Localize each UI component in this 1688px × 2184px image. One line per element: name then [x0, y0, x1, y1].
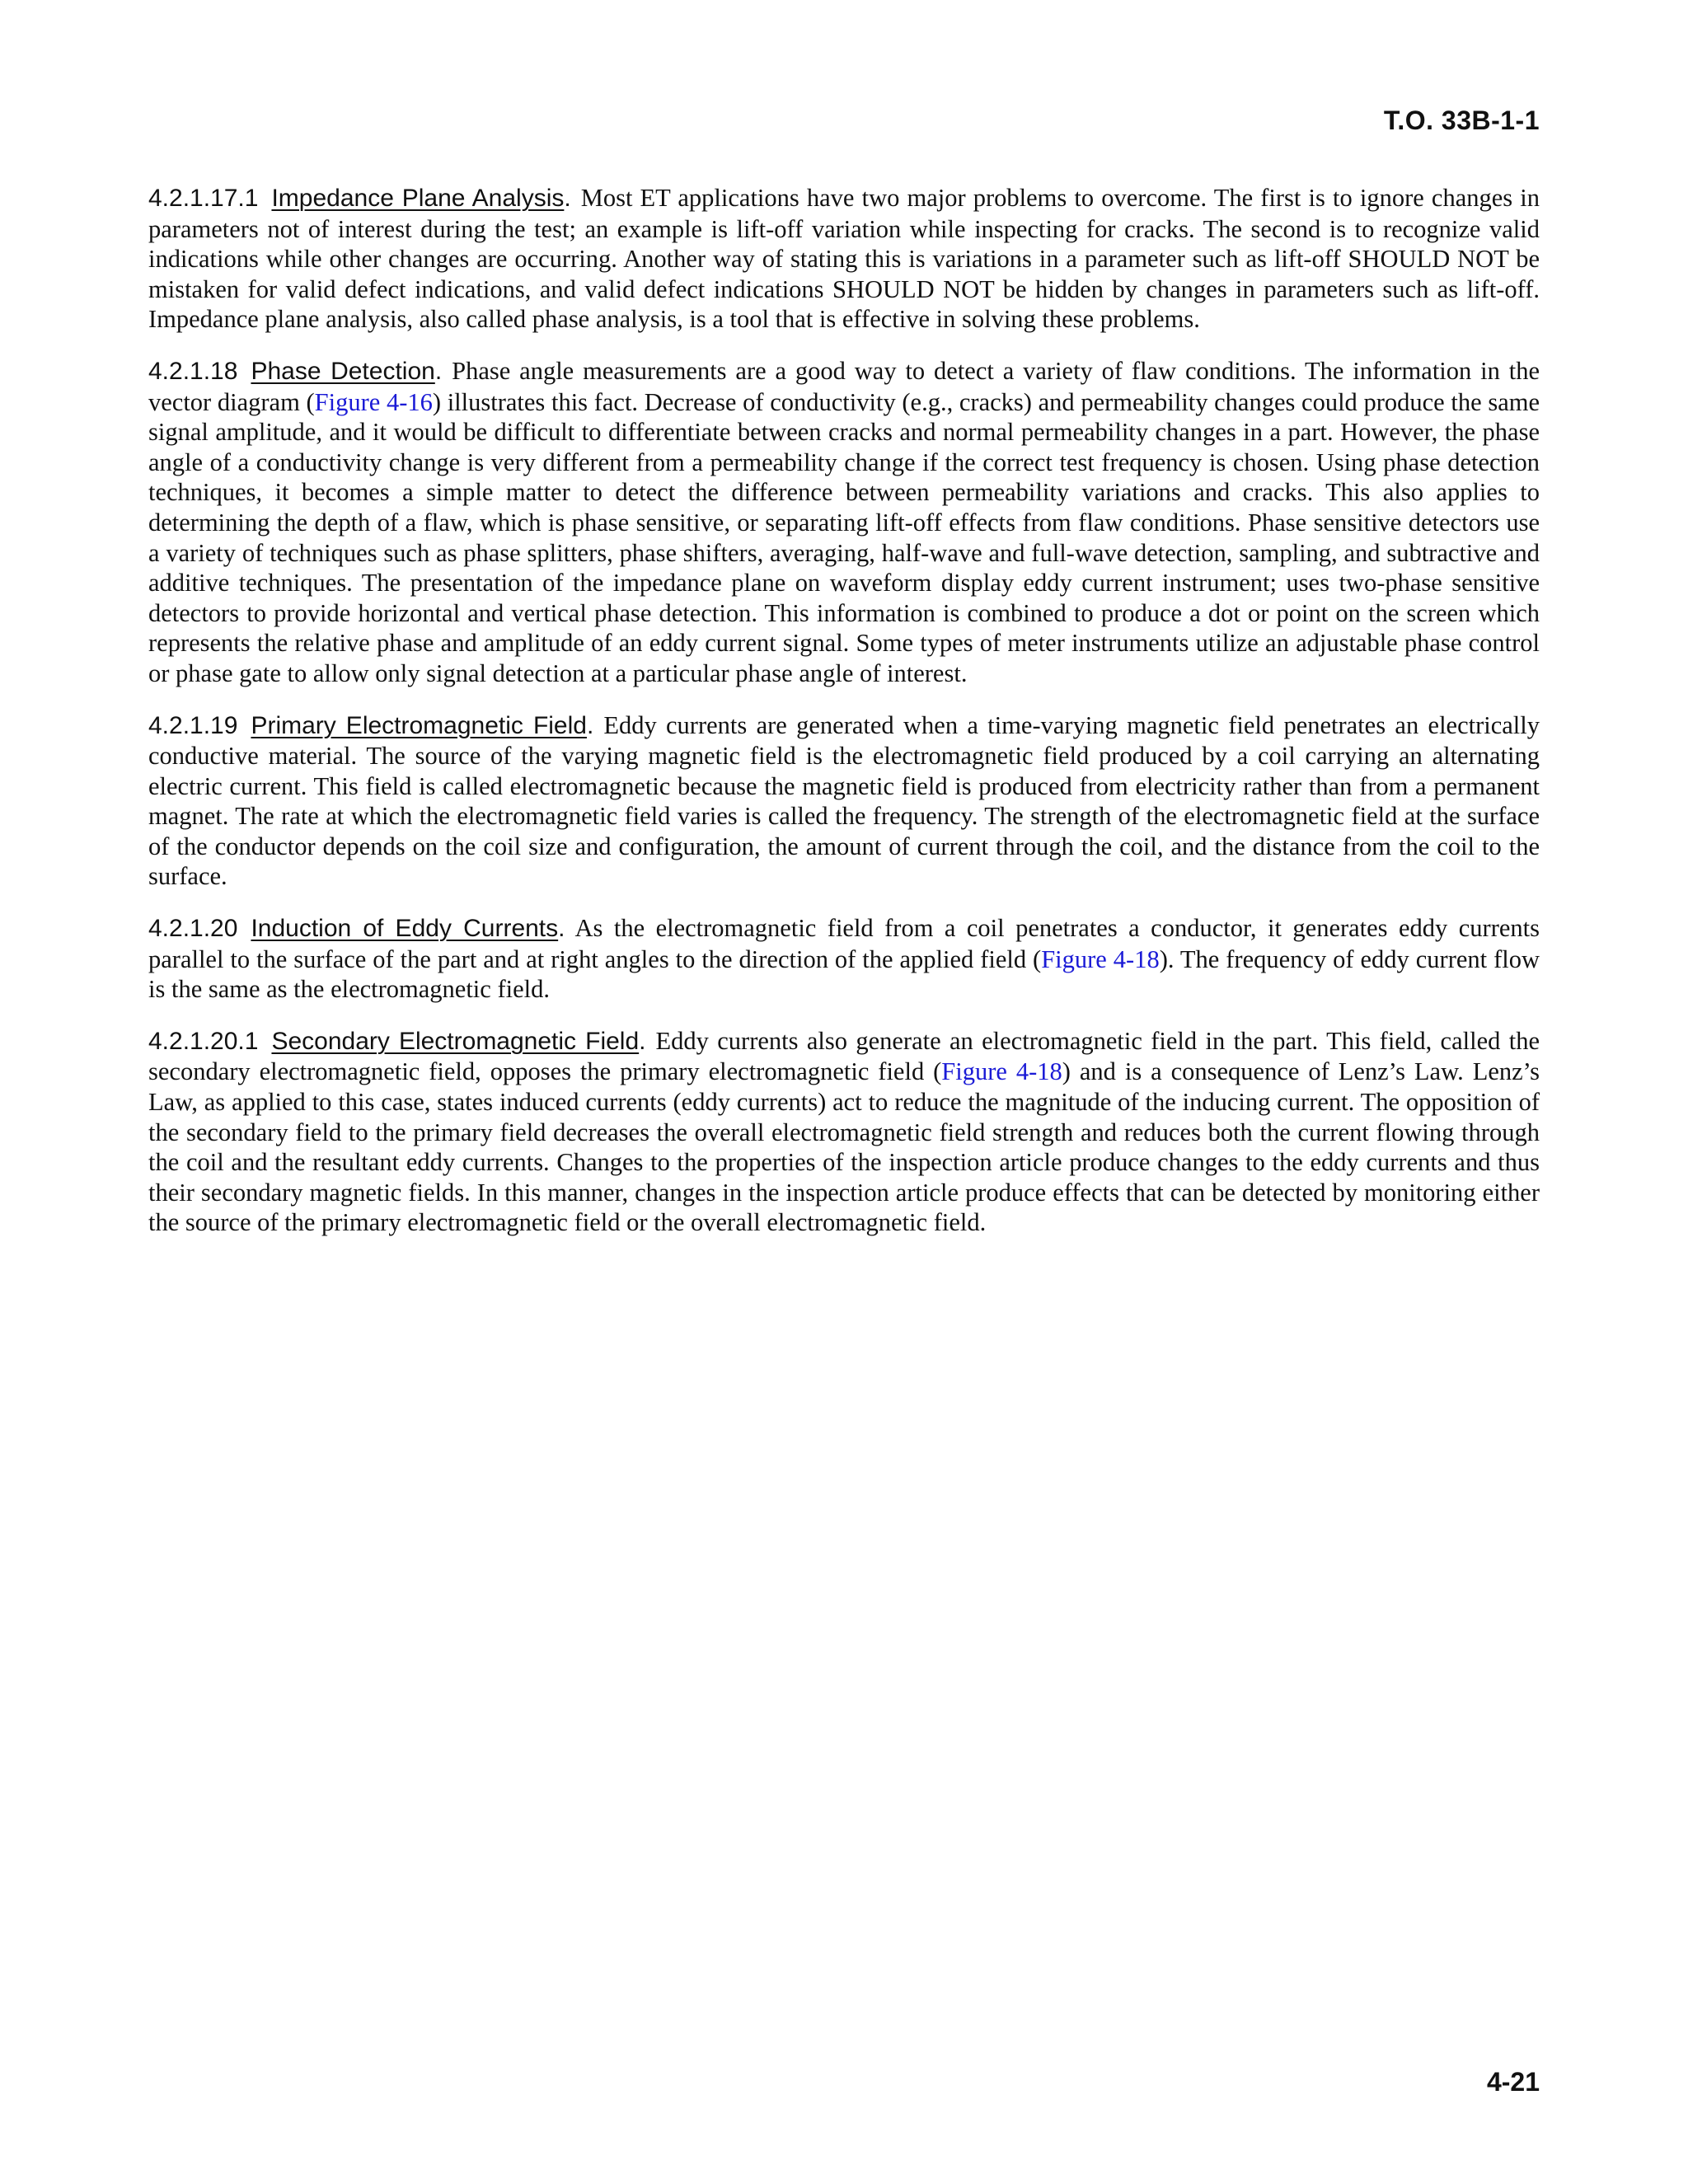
paragraph-text: ). The frequency of eddy current flow is the same as the electromagnetic field.	[148, 944, 1540, 1004]
paragraph-primary-electromagnetic-field: 4.2.1.19 Primary Electromagnetic Field. Eddy currents are generated when a time-varying magnetic field penetrates an electrically conductive material. The source of the varying magnetic field is the electromagnetic field produced by a coil carrying an alternating electric current. This field is called electromagnetic because the magnetic field is produced from electricity rather than from a permanent magnet. The rate at which the electromagnetic field varies is called the frequency. The strength of the electromagnetic field at the surface of the conductor depends on the coil size and configuration, the amount of current through the coil, and the distance from the coil to the surface.	[148, 710, 1540, 891]
paragraph-title: Primary Electromagnetic Field	[251, 711, 587, 739]
paragraph-text: ) and is a consequence of Lenz’s Law. Lenz’s Law, as applied to this case, states induced currents (eddy currents) act to reduce the magnitude of the inducing current. The opposition of the secondary field to the primary field decreases the overall electromagnetic field strength and reduces both the current flowing through the coil and the resultant eddy currents. Changes to the properties of the inspection article produce changes to the eddy currents and thus their secondary magnetic fields. In this manner, changes in the inspection article produce effects that can be detected by monitoring either the source of the primary electromagnetic field or the overall electromagnetic field.	[148, 1057, 1540, 1237]
paragraph-title: Phase Detection	[251, 357, 435, 385]
paragraph-title: Secondary Electromagnetic Field	[271, 1027, 640, 1055]
paragraph-text: Eddy currents also generate an electromagnetic field in the part. This field, called the secondary electromagnetic field, opposes the primary electromagnetic field (	[148, 1026, 1540, 1086]
paragraph-title: Impedance Plane Analysis	[271, 185, 565, 212]
paragraph-number: 4.2.1.19	[148, 711, 238, 739]
paragraph-number: 4.2.1.20	[148, 915, 238, 943]
paragraph-text: Eddy currents are generated when a time-varying magnetic field penetrates an electrically conductive material. The source of the varying magnetic field is the electromagnetic field produced by a coil carrying an alternating electric current. This field is called electromagnetic because the magnetic field is produced from electricity rather than from a permanent magnet. The rate at which the electromagnetic field varies is called the frequency. The strength of the electromagnetic field at the surface of the conductor depends on the coil size and configuration, the amount of current through the coil, and the distance from the coil to the surface.	[148, 710, 1540, 891]
paragraph-text: As the electromagnetic field from a coil penetrates a conductor, it generates eddy currents parallel to the surface of the part and at right angles to the direction of the applied field (	[148, 914, 1540, 973]
paragraph-text: Phase angle measurements are a good way to detect a variety of flaw conditions. The information in the vector diagram (	[148, 356, 1540, 416]
paragraph-title: Induction of Eddy Currents	[251, 915, 559, 943]
paragraph-text: Most ET applications have two major problems to overcome. The first is to ignore changes in parameters not of interest during the test; an example is lift-off variation while inspecting for cracks. The second is to recognize valid indications while other changes are occurring. Another way of stating this is variations in a parameter such as lift-off SHOULD NOT be mistaken for valid defect indications, and valid defect indications SHOULD NOT be hidden by changes in parameters such as lift-off. Impedance plane analysis, also called phase analysis, is a tool that is effective in solving these problems.	[148, 184, 1540, 334]
paragraph-induction-of-eddy-currents: 4.2.1.20 Induction of Eddy Currents. As the electromagnetic field from a coil penetrates a conductor, it generates eddy currents parallel to the surface of the part and at right angles to the direction of the applied field (Figure 4-18). The frequency of eddy current flow is the same as the electromagnetic field.	[148, 914, 1540, 1004]
page-number: 4-21	[1486, 2067, 1540, 2097]
figure-4-18-link[interactable]: Figure 4-18	[1041, 944, 1160, 973]
document-id-header: T.O. 33B-1-1	[1383, 105, 1540, 135]
paragraph-text: ) illustrates this fact. Decrease of conductivity (e.g., cracks) and permeability changes could produce the same signal amplitude, and it would be difficult to differentiate between cracks and normal permeability changes in a part. However, the phase angle of a conductivity change is very different from a permeability change if the correct test frequency is chosen. Using phase detection techniques, it becomes a simple matter to detect the difference between permeability variations and cracks. This also applies to determining the depth of a flaw, which is phase sensitive, or separating lift-off effects from flaw conditions. Phase sensitive detectors use a variety of techniques such as phase splitters, phase shifters, averaging, half-wave and full-wave detection, sampling, and subtractive and additive techniques. The presentation of the impedance plane on waveform display eddy current instrument; uses two-phase sensitive detectors to provide horizontal and vertical phase detection. This information is combined to produce a dot or point on the screen which represents the relative phase and amplitude of an eddy current signal. Some types of meter instruments utilize an adjustable phase control or phase gate to allow only signal detection at a particular phase angle of interest.	[148, 387, 1540, 687]
figure-4-16-link[interactable]: Figure 4-16	[314, 387, 433, 416]
paragraph-secondary-electromagnetic-field: 4.2.1.20.1 Secondary Electromagnetic Field. Eddy currents also generate an electromagnetic field in the part. This field, called the secondary electromagnetic field, opposes the primary electromagnetic field (Figure 4-18) and is a consequence of Lenz’s Law. Lenz’s Law, as applied to this case, states induced currents (eddy currents) act to reduce the magnitude of the inducing current. The opposition of the secondary field to the primary field decreases the overall electromagnetic field strength and reduces both the current flowing through the coil and the resultant eddy currents. Changes to the properties of the inspection article produce changes to the eddy currents and thus their secondary magnetic fields. In this manner, changes in the inspection article produce effects that can be detected by monitoring either the source of the primary electromagnetic field or the overall electromagnetic field.	[148, 1026, 1540, 1237]
paragraph-number: 4.2.1.17.1	[148, 185, 259, 212]
paragraph-number: 4.2.1.20.1	[148, 1027, 259, 1055]
paragraph-impedance-plane-analysis: 4.2.1.17.1 Impedance Plane Analysis. Most ET applications have two major problems to overcome. The first is to ignore changes in parameters not of interest during the test; an example is lift-off variation while inspecting for cracks. The second is to recognize valid indications while other changes are occurring. Another way of stating this is variations in a parameter such as lift-off SHOULD NOT be mistaken for valid defect indications, and valid defect indications SHOULD NOT be hidden by changes in parameters such as lift-off. Impedance plane analysis, also called phase analysis, is a tool that is effective in solving these problems.	[148, 184, 1540, 334]
paragraph-number: 4.2.1.18	[148, 357, 238, 385]
figure-4-18-link[interactable]: Figure 4-18	[941, 1057, 1062, 1086]
paragraph-phase-detection: 4.2.1.18 Phase Detection. Phase angle measurements are a good way to detect a variety of flaw conditions. The information in the vector diagram (Figure 4-16) illustrates this fact. Decrease of conductivity (e.g., cracks) and permeability changes could produce the same signal amplitude, and it would be difficult to differentiate between cracks and normal permeability changes in a part. However, the phase angle of a conductivity change is very different from a permeability change if the correct test frequency is chosen. Using phase detection techniques, it becomes a simple matter to detect the difference between permeability variations and cracks. This also applies to determining the depth of a flaw, which is phase sensitive, or separating lift-off effects from flaw conditions. Phase sensitive detectors use a variety of techniques such as phase splitters, phase shifters, averaging, half-wave and full-wave detection, sampling, and subtractive and additive techniques. The presentation of the impedance plane on waveform display eddy current instrument; uses two-phase sensitive detectors to provide horizontal and vertical phase detection. This information is combined to produce a dot or point on the screen which represents the relative phase and amplitude of an eddy current signal. Some types of meter instruments utilize an adjustable phase control or phase gate to allow only signal detection at a particular phase angle of interest.	[148, 356, 1540, 687]
page-body	[148, 183, 1540, 1259]
